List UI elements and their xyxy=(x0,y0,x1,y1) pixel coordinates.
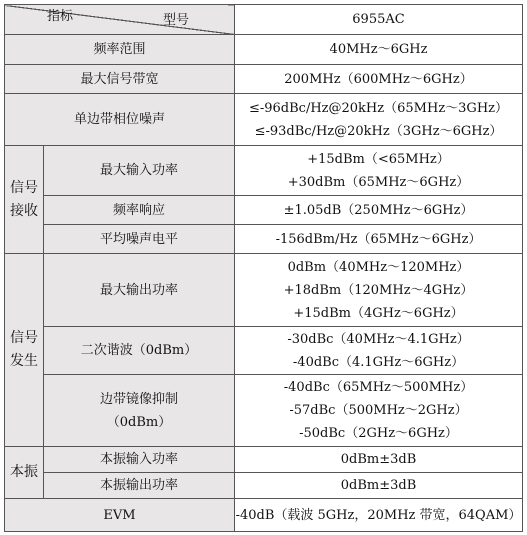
max-output-power-line: +15dBm（4GHz～6GHz） xyxy=(293,305,464,321)
receive-group-label xyxy=(5,146,44,254)
generate-group-label xyxy=(5,254,44,447)
table-row xyxy=(5,473,523,499)
freq-range-label: 频率范围 xyxy=(5,35,235,65)
second-harmonic-line: -40dBc（4.1GHz～6GHz） xyxy=(292,354,465,370)
table-row xyxy=(5,327,523,375)
evm-label: EVM xyxy=(5,499,235,532)
header-col2-label: 型号 xyxy=(163,13,190,28)
group-label-line: 发生 xyxy=(10,353,38,369)
freq-response-value: ±1.05dB（250MHz～6GHz） xyxy=(235,196,523,225)
freq-range-value: 40MHz～6GHz xyxy=(235,35,523,65)
sideband-label-line: （0dBm） xyxy=(106,414,172,430)
lo-group-label: 本振 xyxy=(5,447,44,499)
group-label-line: 信号 xyxy=(10,179,38,196)
table-row xyxy=(5,65,523,94)
ssb-noise-label: 单边带相位噪声 xyxy=(5,94,235,146)
table-row xyxy=(5,196,523,225)
header-row xyxy=(5,5,523,35)
max-output-power-line: 0dBm（40MHz～120MHz） xyxy=(287,259,470,275)
lo-output-power-value: 0dBm±3dB xyxy=(235,473,523,499)
sideband-label-line: 边带镜像抑制 xyxy=(99,391,178,407)
avg-noise-value: -156dBm/Hz（65MHz～6GHz） xyxy=(235,225,523,254)
table-row xyxy=(5,499,523,532)
spec-table xyxy=(4,4,523,532)
header-diagonal-cell xyxy=(5,5,235,35)
max-bw-label: 最大信号带宽 xyxy=(5,65,235,94)
sideband-image-label xyxy=(44,375,235,447)
ssb-noise-line: ≤-93dBc/Hz@20kHz（3GHz～6GHz） xyxy=(254,123,503,139)
second-harmonic-line: -30dBc（40MHz～4.1GHz） xyxy=(287,331,470,347)
table-row xyxy=(5,225,523,254)
sideband-image-line: -40dBc（65MHz～500MHz） xyxy=(283,380,474,395)
max-bw-value: 200MHz（600MHz～6GHz） xyxy=(235,65,523,94)
table-row xyxy=(5,94,523,146)
second-harmonic-value xyxy=(235,327,523,375)
max-output-power-value xyxy=(235,254,523,327)
table-row xyxy=(5,35,523,65)
table-row xyxy=(5,447,523,473)
header-col1-label: 指标 xyxy=(47,9,74,24)
table-row xyxy=(5,375,523,447)
group-label-line: 信号 xyxy=(10,330,38,346)
max-input-power-label: 最大输入功率 xyxy=(44,146,235,196)
max-output-power-label: 最大输出功率 xyxy=(44,254,235,327)
table-row xyxy=(5,146,523,196)
ssb-noise-line: ≤-96dBc/Hz@20kHz（65MHz～3GHz） xyxy=(248,100,509,116)
model-name: 6955AC xyxy=(235,5,523,35)
evm-value: -40dB（载波 5GHz，20MHz 带宽，64QAM） xyxy=(235,499,523,532)
lo-input-power-label: 本振输入功率 xyxy=(44,447,235,473)
max-input-power-line: +15dBm（<65MHz） xyxy=(307,151,450,167)
ssb-noise-value xyxy=(235,94,523,146)
sideband-image-value xyxy=(235,375,523,447)
max-input-power-line: +30dBm（65MHz～6GHz） xyxy=(287,174,470,190)
avg-noise-label: 平均噪声电平 xyxy=(44,225,235,254)
freq-response-label: 频率响应 xyxy=(44,196,235,225)
group-label-line: 接收 xyxy=(10,202,38,219)
max-output-power-line: +18dBm（120MHz～4GHz） xyxy=(283,282,474,298)
lo-output-power-label: 本振输出功率 xyxy=(44,473,235,499)
lo-input-power-value: 0dBm±3dB xyxy=(235,447,523,473)
table-row xyxy=(5,254,523,327)
max-input-power-value xyxy=(235,146,523,196)
sideband-image-line: -50dBc（2GHz～6GHz） xyxy=(299,426,458,441)
sideband-image-line: -57dBc（500MHz～2GHz） xyxy=(289,403,468,418)
second-harmonic-label: 二次谐波（0dBm） xyxy=(44,327,235,375)
